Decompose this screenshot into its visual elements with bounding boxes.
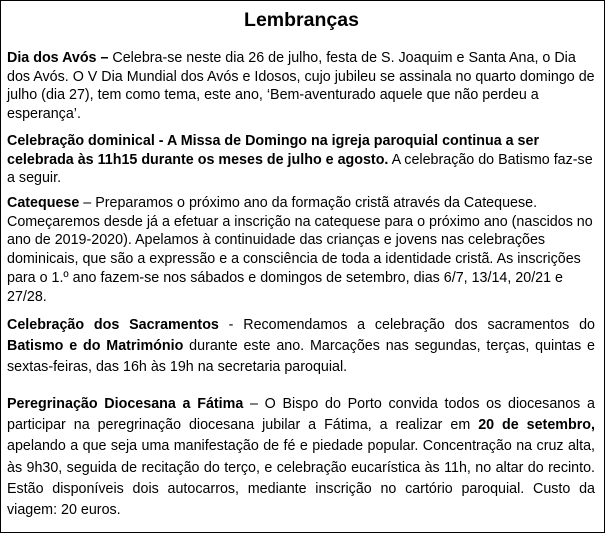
bold-data-peregrinacao: 20 de setembro, [478, 417, 595, 434]
bold-batismo-matrimonio: Batismo e do Matrimónio [7, 337, 184, 354]
page-title: Lembranças [244, 9, 359, 31]
text-catequese: – Preparamos o próximo ano da formação cristã através da Catequese. Começaremos desde já a efetuar a inscrição na catequese para o próximo ano (nascidos no ano de 2019-2020). Apelamos à continuidade das crianças e jovens nas celebrações dominicais, que são a expressão e a consciência de toda a identidade cristã. As inscrições para o 1.º ano fazem-se nos sábados e domingos de setembro, dias 6/7, 13/14, 20/21 e 27/28. [7, 195, 593, 305]
heading-catequese: Catequese [7, 195, 80, 211]
text-sacramentos-1: - Recomendamos a celebração dos sacramentos do [218, 317, 595, 333]
paragraph-celebracao-dominical [7, 132, 595, 188]
paragraph-catequese [7, 194, 595, 306]
text-dia-dos-avos: Celebra-se neste dia 26 de julho, festa de S. Joaquim e Santa Ana, o Dia dos Avós. O V Dia Mundial dos Avós e Idosos, cujo jubileu se assinala no quarto domingo de julho (dia 27), tem como tema, este ano, ‘Bem-aventurado aquele que não perdeu a esperança’. [7, 50, 595, 123]
paragraph-dia-dos-avos [7, 49, 595, 124]
text-sacramentos-2: durante este ano. Marcações nas segundas, terças, quintas e sextas-feiras, das 16h às 19h na secretaria paroquial. [7, 337, 596, 375]
text-celebracao-dominical: A celebração do Batismo faz-se a seguir. [7, 151, 593, 187]
text-fatima-1: – O Bispo do Porto convida todos os diocesanos a participar na peregrinação diocesana jubilar a Fátima, a realizar em [7, 396, 595, 434]
text-fatima-2: apelando a que seja uma manifestação de fé e piedade popular. Concentração na cruz alta, às 9h30, seguida de recitação do terço, e celebração eucarística às 11h, no altar do recinto. Estão disponíveis dois autocarros, mediante inscrição no cartório paroquial. Custo da viagem: 20 euros. [7, 438, 595, 519]
heading-celebracao-dominical: Celebração dominical - A Missa de Domingo na igreja paroquial continua a ser celebrada às 11h15 durante os meses de julho e agosto. [7, 133, 540, 168]
heading-sacramentos: Celebração dos Sacramentos [7, 317, 219, 333]
heading-dia-dos-avos: Dia dos Avós – [7, 50, 109, 66]
heading-fatima: Peregrinação Diocesana a Fátima [7, 396, 244, 412]
paragraph-fatima [7, 394, 595, 521]
paragraph-sacramentos [7, 315, 595, 377]
